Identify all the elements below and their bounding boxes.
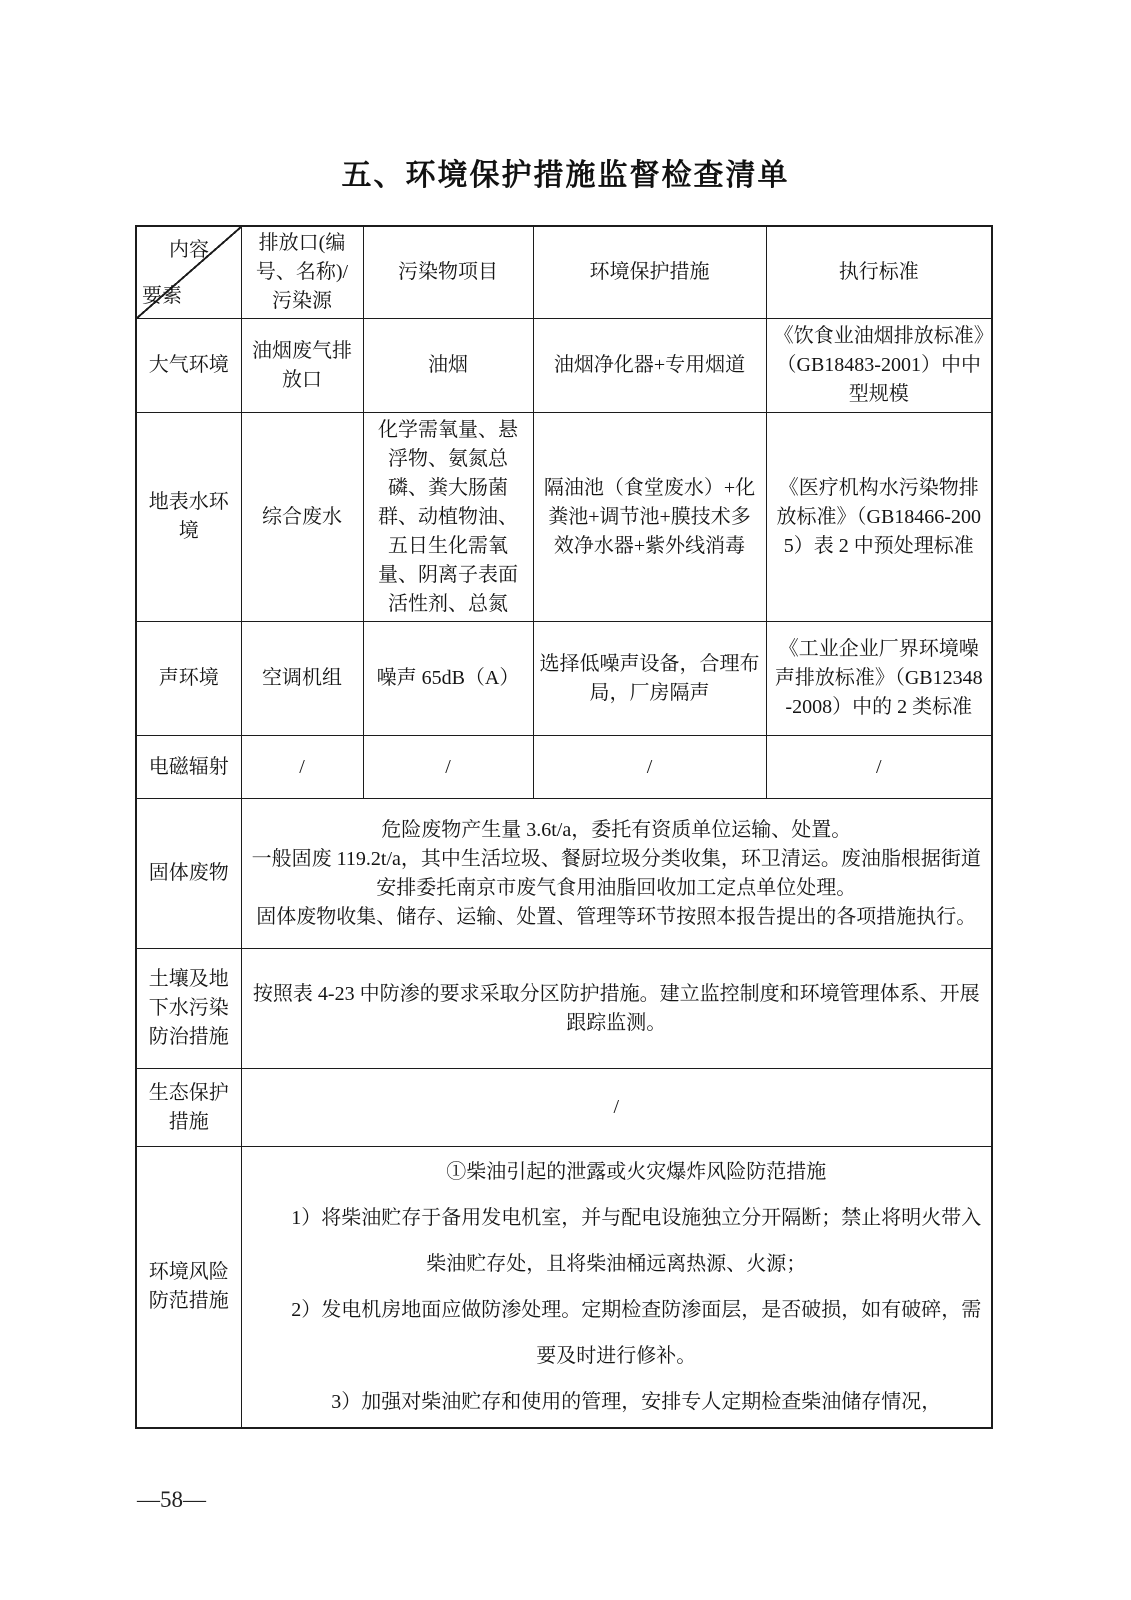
table-row-air bbox=[136, 319, 992, 413]
cell-water-standard: 《医疗机构水污染物排放标准》（GB18466-2005）表 2 中预处理标准 bbox=[766, 413, 992, 622]
corner-header-cell bbox=[136, 226, 241, 319]
column-header-outlet: 排放口(编号、名称)/污染源 bbox=[241, 226, 363, 319]
page-title: 五、环境保护措施监督检查清单 bbox=[341, 159, 790, 192]
cell-risk-content bbox=[241, 1147, 992, 1429]
cell-noise-standard: 《工业企业厂界环境噪声排放标准》（GB12348-2008）中的 2 类标准 bbox=[766, 622, 992, 736]
row-label-soil-groundwater: 土壤及地下水污染防治措施 bbox=[136, 949, 241, 1069]
cell-noise-pollutant: 噪声 65dB（A） bbox=[363, 622, 533, 736]
table-row-ecology bbox=[136, 1069, 992, 1147]
soil-groundwater-line: 按照表 4-23 中防渗的要求采取分区防护措施。建立监控制度和环境管理体系、开展跟踪监测。 bbox=[252, 982, 980, 1034]
risk-paragraph: 2）发电机房地面应做防渗处理。定期检查防渗面层，是否破损，如有破碎，需要及时进行修补。 bbox=[291, 1299, 982, 1367]
cell-emr-measures: / bbox=[533, 736, 766, 799]
solid-waste-line: 一般固废 119.2t/a，其中生活垃圾、餐厨垃圾分类收集，环卫清运。废油脂根据街道安排委托南京市废气食用油脂回收加工定点单位处理。 bbox=[251, 847, 981, 899]
row-label-risk: 环境风险防范措施 bbox=[136, 1147, 241, 1429]
risk-paragraph: 3）加强对柴油贮存和使用的管理，安排专人定期检查柴油储存情况， bbox=[331, 1391, 942, 1413]
cell-air-pollutant: 油烟 bbox=[363, 319, 533, 413]
table-row-soil-groundwater bbox=[136, 949, 992, 1069]
row-label-air: 大气环境 bbox=[136, 319, 241, 413]
inspection-checklist-table bbox=[135, 225, 993, 1429]
cell-solid-waste-content bbox=[241, 799, 992, 949]
page-number: —58— bbox=[137, 1487, 206, 1512]
column-header-measures: 环境保护措施 bbox=[533, 226, 766, 319]
column-header-pollutant: 污染物项目 bbox=[363, 226, 533, 319]
risk-paragraph: 1）将柴油贮存于备用发电机室，并与配电设施独立分开隔断；禁止将明火带入柴油贮存处，且将柴油桶远离热源、火源； bbox=[291, 1207, 982, 1275]
column-header-standards: 执行标准 bbox=[766, 226, 992, 319]
table-header-row bbox=[136, 226, 992, 319]
cell-water-pollutant: 化学需氧量、悬浮物、氨氮总磷、粪大肠菌群、动植物油、五日生化需氧量、阴离子表面活性剂、总氮 bbox=[363, 413, 533, 622]
solid-waste-line: 固体废物收集、储存、运输、处置、管理等环节按照本报告提出的各项措施执行。 bbox=[256, 905, 977, 928]
cell-water-measures: 隔油池（食堂废水）+化粪池+调节池+膜技术多效净水器+紫外线消毒 bbox=[533, 413, 766, 622]
row-label-emr: 电磁辐射 bbox=[136, 736, 241, 799]
cell-noise-measures: 选择低噪声设备，合理布局，厂房隔声 bbox=[533, 622, 766, 736]
corner-label-content: 内容 bbox=[169, 239, 209, 261]
cell-noise-outlet: 空调机组 bbox=[241, 622, 363, 736]
cell-emr-pollutant: / bbox=[363, 736, 533, 799]
row-label-ecology: 生态保护措施 bbox=[136, 1069, 241, 1147]
row-label-solid-waste: 固体废物 bbox=[136, 799, 241, 949]
risk-paragraph: ①柴油引起的泄露或火灾爆炸风险防范措施 bbox=[446, 1161, 827, 1183]
cell-air-standard: 《饮食业油烟排放标准》（GB18483-2001）中中型规模 bbox=[766, 319, 992, 413]
cell-air-measures: 油烟净化器+专用烟道 bbox=[533, 319, 766, 413]
table-row-noise bbox=[136, 622, 992, 736]
table-row-water bbox=[136, 413, 992, 622]
table-row-risk bbox=[136, 1147, 992, 1429]
row-label-water: 地表水环境 bbox=[136, 413, 241, 622]
cell-air-outlet: 油烟废气排放口 bbox=[241, 319, 363, 413]
cell-emr-standard: / bbox=[766, 736, 992, 799]
row-label-noise: 声环境 bbox=[136, 622, 241, 736]
cell-emr-outlet: / bbox=[241, 736, 363, 799]
cell-soil-groundwater-content bbox=[241, 949, 992, 1069]
table-row-solid-waste bbox=[136, 799, 992, 949]
solid-waste-line: 危险废物产生量 3.6t/a，委托有资质单位运输、处置。 bbox=[381, 818, 852, 841]
corner-label-element: 要素 bbox=[142, 285, 182, 307]
cell-ecology-content: / bbox=[241, 1069, 992, 1147]
cell-water-outlet: 综合废水 bbox=[241, 413, 363, 622]
table-row-emr bbox=[136, 736, 992, 799]
